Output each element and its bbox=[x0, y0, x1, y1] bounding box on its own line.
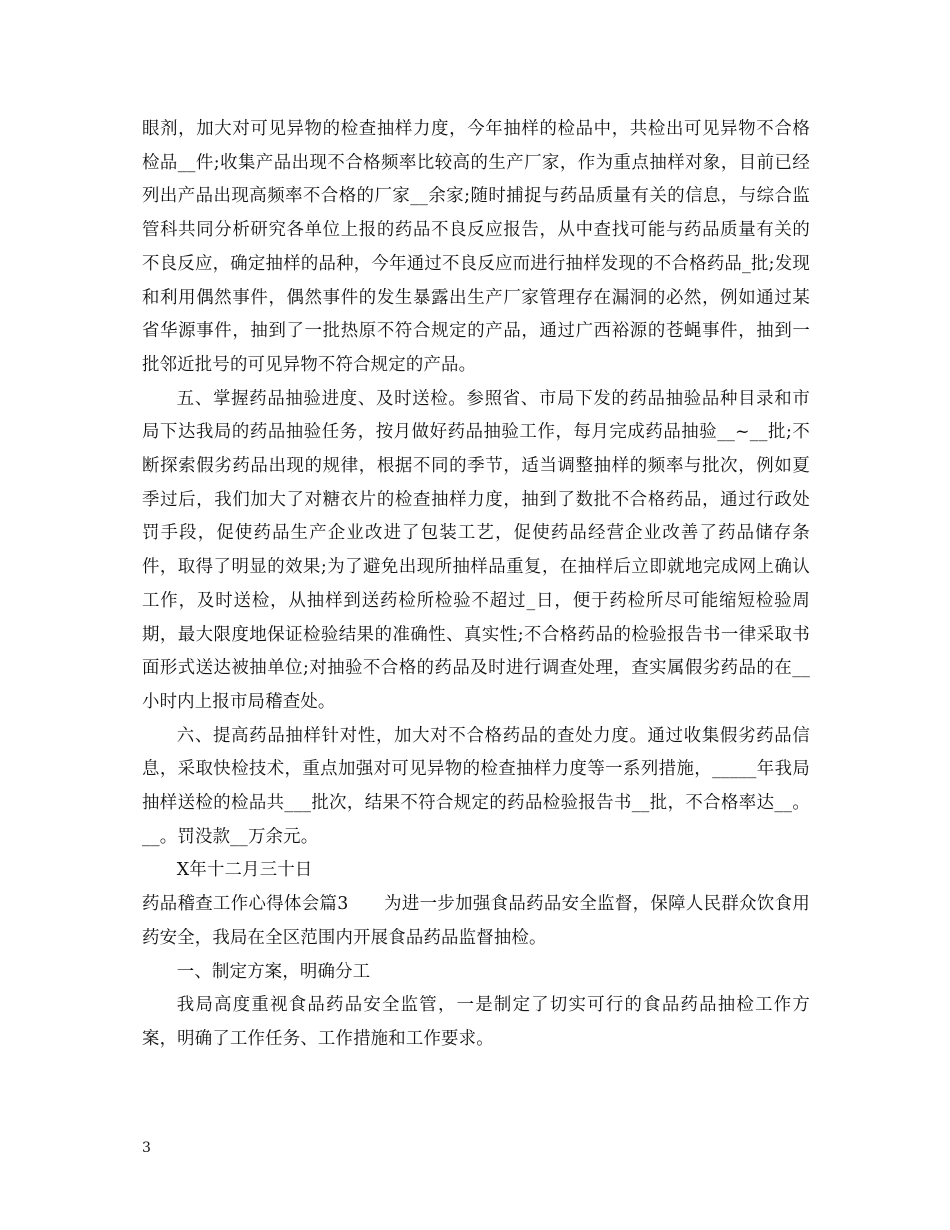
page-number: 3 bbox=[142, 1140, 151, 1156]
document-body bbox=[142, 113, 810, 1057]
date-line: X年十二月三十日 bbox=[176, 860, 313, 881]
paragraph-section-five: 五、掌握药品抽验进度、及时送检。参照省、市局下发的药品抽验品种目录和市局下达我局的药品抽验任务，按月做好药品抽验工作，每月完成药品抽验__~__批;不断探索假劣药品出现的规律，根据不同的季节，适当调整抽样的频率与批次，例如夏季过后，我们加大了对糖衣片的检查抽样力度，抽到了数批不合格药品，通过行政处罚手段，促使药品生产企业改进了包装工艺，促使药品经营企业改善了药品储存条件，取得了明显的效果;为了避免出现所抽样品重复，在抽样后立即就地完成网上确认工作，及时送检，从抽样到送药检所检验不超过_日，便于药检所尽可能缩短检验周期，最大限度地保证检验结果的准确性、真实性;不合格药品的检验报告书一律采取书面形式送达被抽单位;对抽验不合格的药品及时进行调查处理，查实属假劣药品的在__小时内上报市局稽查处。 bbox=[142, 388, 810, 712]
paragraph-visible-foreign-matter: 眼剂，加大对可见异物的检查抽样力度，今年抽样的检品中，共检出可见异物不合格检品__件;收集产品出现不合格频率比较高的生产厂家，作为重点抽样对象，目前已经列出产品出现高频率不合格的厂家__余家;随时捕捉与药品质量有关的信息，与综合监管科共同分析研究各单位上报的药品不良反应报告，从中查找可能与药品质量有关的不良反应，确定抽样的品种，今年通过不良反应而进行抽样发现的不合格药品_批;发现和利用偶然事件，偶然事件的发生暴露出生产厂家管理存在漏洞的必然，例如通过某省华源事件，抽到了一批热原不符合规定的产品，通过广西裕源的苍蝇事件，抽到一批邻近批号的可见异物不符合规定的产品。 bbox=[142, 119, 810, 375]
section-one-heading: 一、制定方案，明确分工 bbox=[176, 961, 371, 982]
article-three-heading: 药品稽查工作心得体会篇3 为进一步加强食品药品安全监督，保障人民群众饮食用药安全，我局在全区范围内开展食品药品监督抽检。 bbox=[142, 894, 810, 948]
paragraph-plan: 我局高度重视食品药品安全监管，一是制定了切实可行的食品药品抽检工作方案，明确了工作任务、工作措施和工作要求。 bbox=[142, 995, 810, 1049]
paragraph-section-six: 六、提高药品抽样针对性，加大对不合格药品的查处力度。通过收集假劣药品信息，采取快检技术，重点加强对可见异物的检查抽样力度等一系列措施，_____年我局抽样送检的检品共___批次，结果不符合规定的药品检验报告书__批，不合格率达__。__。罚没款__万余元。 bbox=[142, 725, 810, 847]
